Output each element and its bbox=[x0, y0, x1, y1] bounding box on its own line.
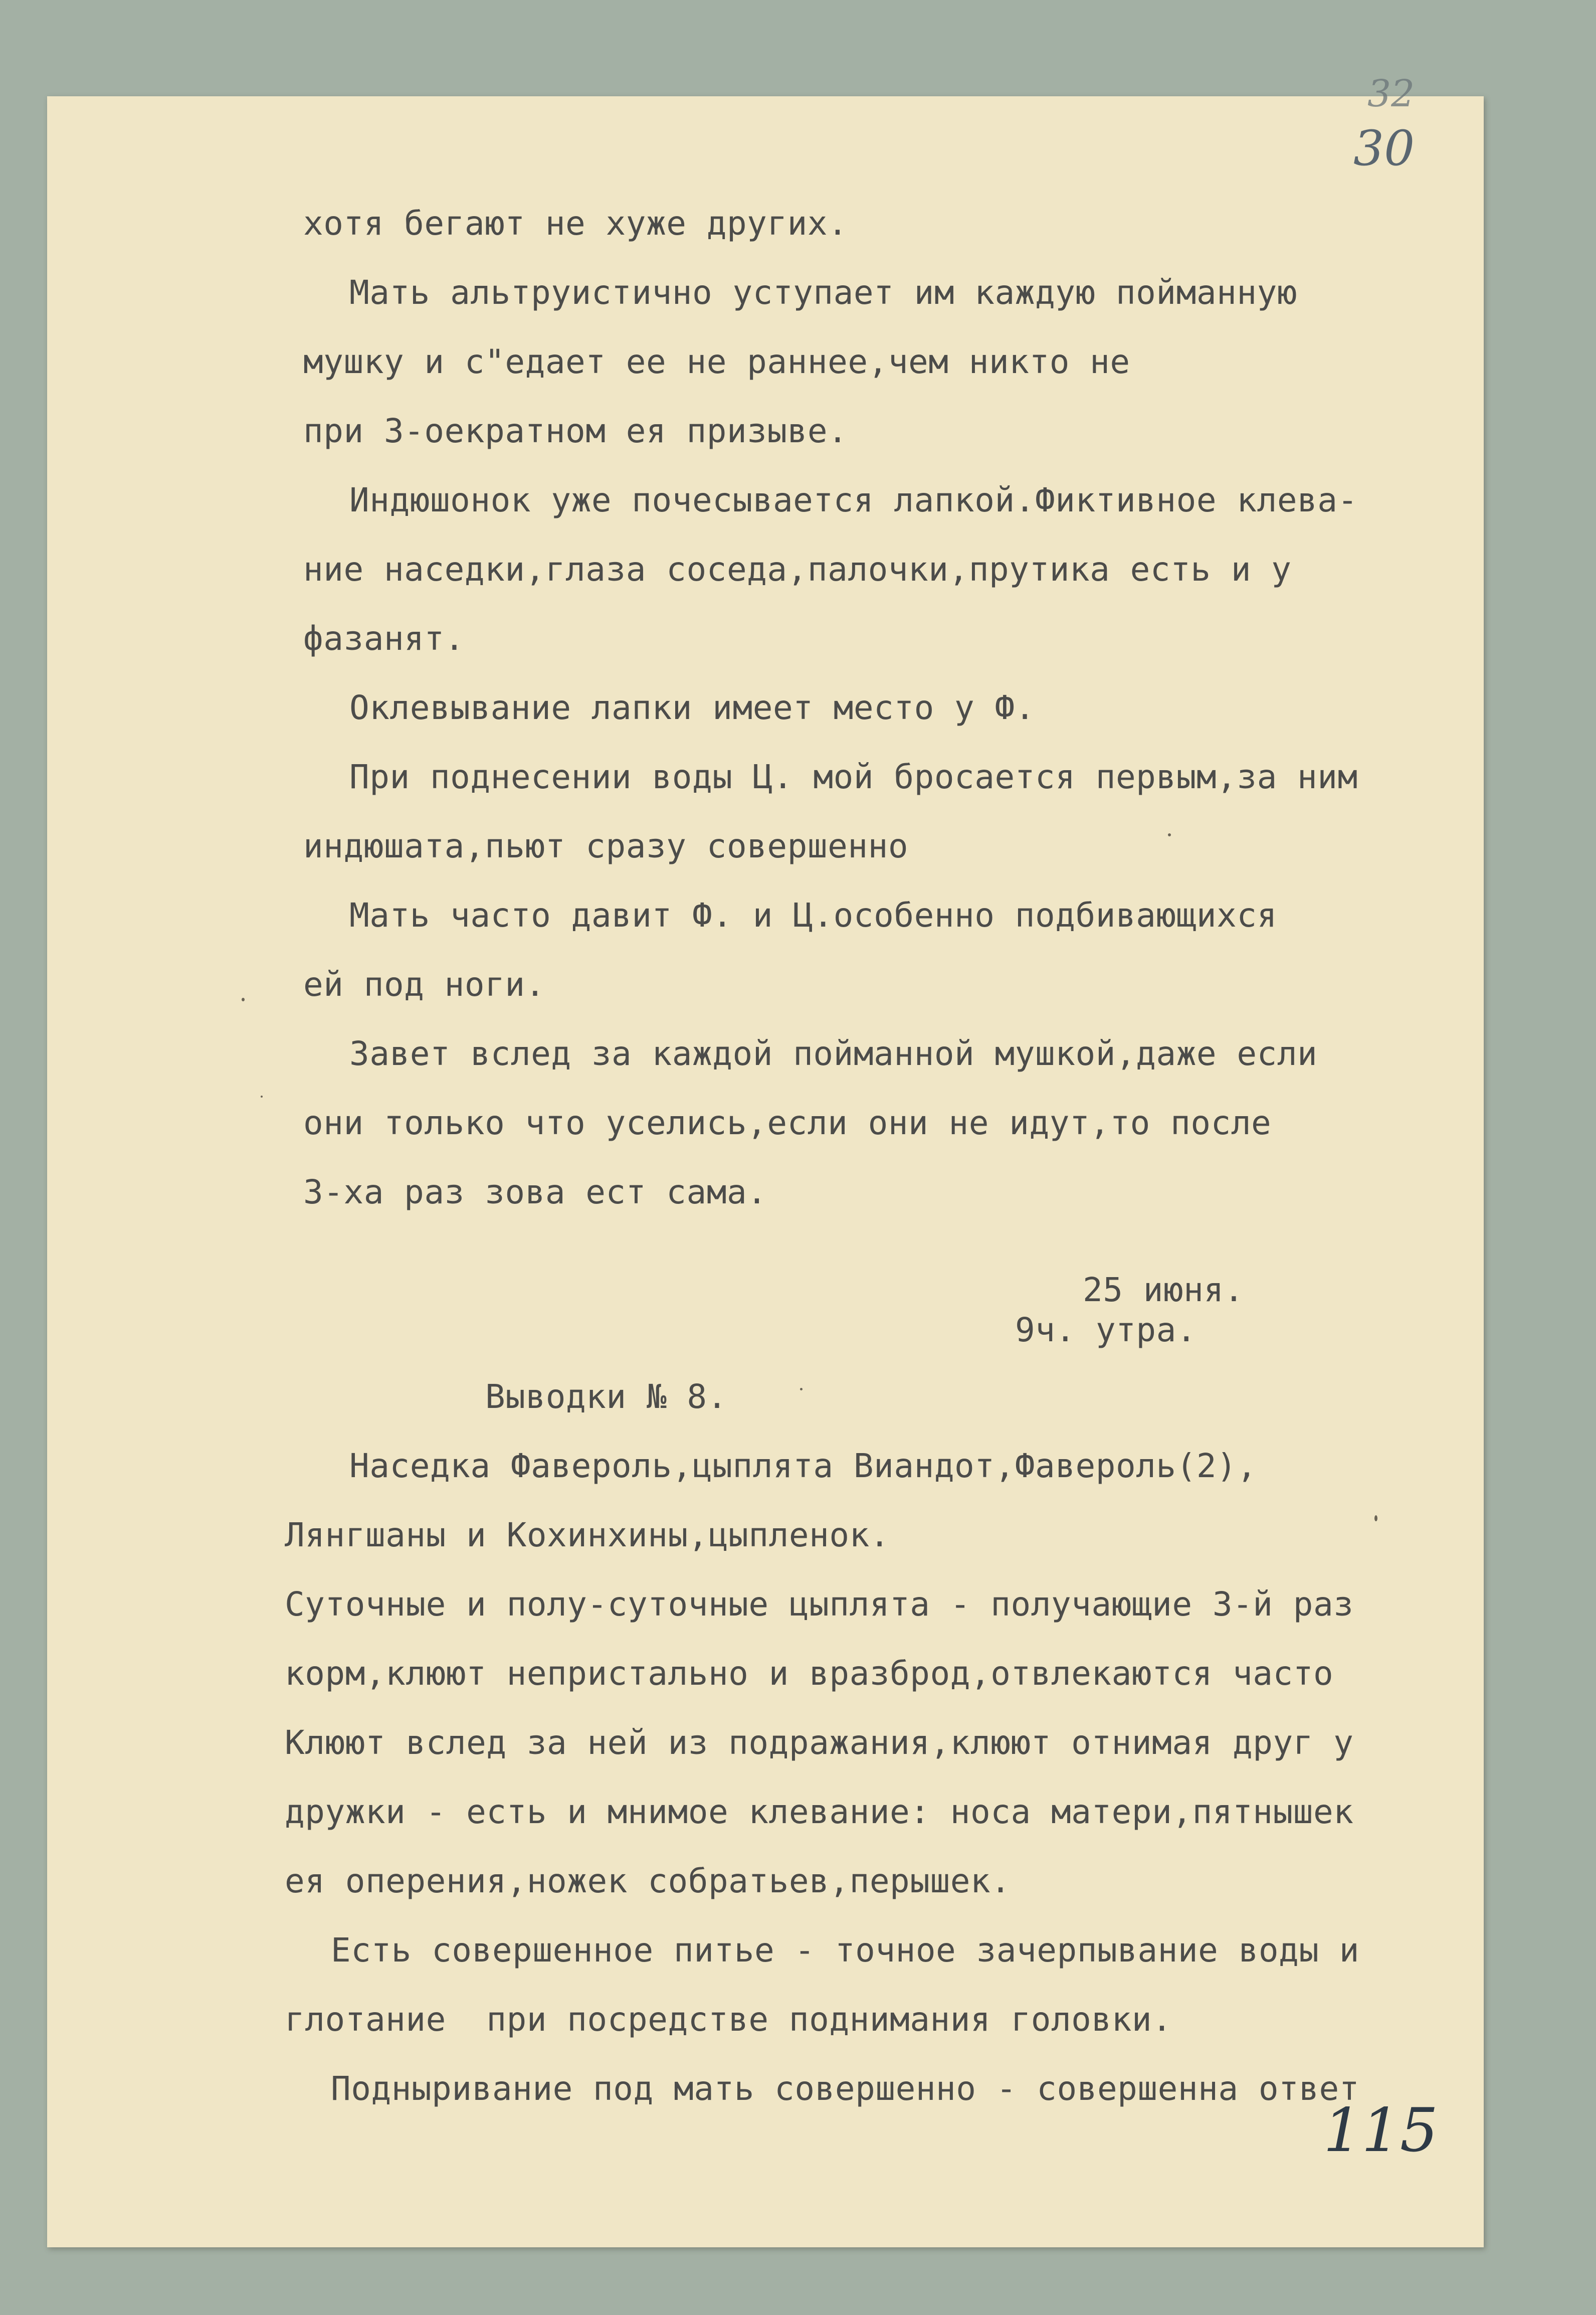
struck-folio-number: 32 bbox=[1367, 72, 1415, 115]
paper-speck bbox=[261, 1096, 263, 1098]
text-line-10: индюшата,пьют сразу совершенно bbox=[303, 827, 909, 865]
archive-folio-number: 115 bbox=[1323, 2096, 1439, 2166]
text-line-27: глотание при посредстве поднимания головки. bbox=[285, 2000, 1172, 2039]
text-line-9: При поднесении воды Ц. мой бросается первым,за ним bbox=[349, 758, 1358, 796]
text-line-7: фазанят. bbox=[303, 619, 465, 658]
text-line-13: Завет вслед за каждой пойманной мушкой,даже если bbox=[349, 1034, 1318, 1073]
text-line-8: Оклевывание лапки имеет место у Ф. bbox=[349, 688, 1036, 727]
paper-speck bbox=[242, 998, 245, 1001]
paper-speck bbox=[800, 1388, 803, 1390]
text-line-20: Лянгшаны и Кохинхины,цыпленок. bbox=[285, 1516, 890, 1554]
paper-speck bbox=[1374, 1515, 1377, 1521]
text-line-12: ей под ноги. bbox=[303, 965, 545, 1004]
text-line-5: Индюшонок уже почесывается лапкой.Фиктивное клева- bbox=[349, 481, 1358, 519]
text-line-14: они только что уселись,если они не идут,то после bbox=[303, 1104, 1272, 1142]
paper-speck bbox=[1168, 833, 1171, 836]
folio-number: 30 bbox=[1353, 120, 1415, 176]
text-line-11: Мать часто давит Ф. и Ц.особенно подбивающихся bbox=[349, 896, 1277, 935]
text-line-22: корм,клюют непристально и вразброд,отвлекаются часто bbox=[285, 1654, 1334, 1693]
text-line-25: ея оперения,ножек собратьев,перышек. bbox=[285, 1862, 1011, 1900]
text-line-6: ние наседки,глаза соседа,палочки,прутика есть и у bbox=[303, 550, 1292, 589]
text-line-15: 3-ха раз зова ест сама. bbox=[303, 1173, 767, 1211]
section-heading: Выводки № 8. bbox=[485, 1377, 727, 1416]
date-line: 25 июня. bbox=[1083, 1271, 1244, 1309]
text-line-26: Есть совершенное питье - точное зачерпывание воды и bbox=[331, 1931, 1360, 1970]
text-line-21: Суточные и полу-суточные цыплята - получающие 3-й раз bbox=[285, 1585, 1354, 1624]
text-line-3: мушку и с"едает ее не раннее,чем никто не bbox=[303, 342, 1130, 381]
text-line-19: Наседка Фавероль,цыплята Виандот,Фавероль(2), bbox=[349, 1447, 1257, 1485]
text-line-4: при 3-оекратном ея призыве. bbox=[303, 412, 848, 450]
text-line-24: дружки - есть и мнимое клевание: носа матери,пятнышек bbox=[285, 1793, 1354, 1831]
text-line-23: Клюют вслед за ней из подражания,клюют отнимая друг у bbox=[285, 1723, 1354, 1762]
text-line-1: хотя бегают не хуже других. bbox=[303, 204, 848, 243]
text-line-2: Мать альтруистично уступает им каждую пойманную bbox=[349, 273, 1298, 312]
text-line-28: Подныривание под мать совершенно - совершенна ответ bbox=[331, 2069, 1360, 2108]
time-line: 9ч. утра. bbox=[1015, 1311, 1197, 1349]
